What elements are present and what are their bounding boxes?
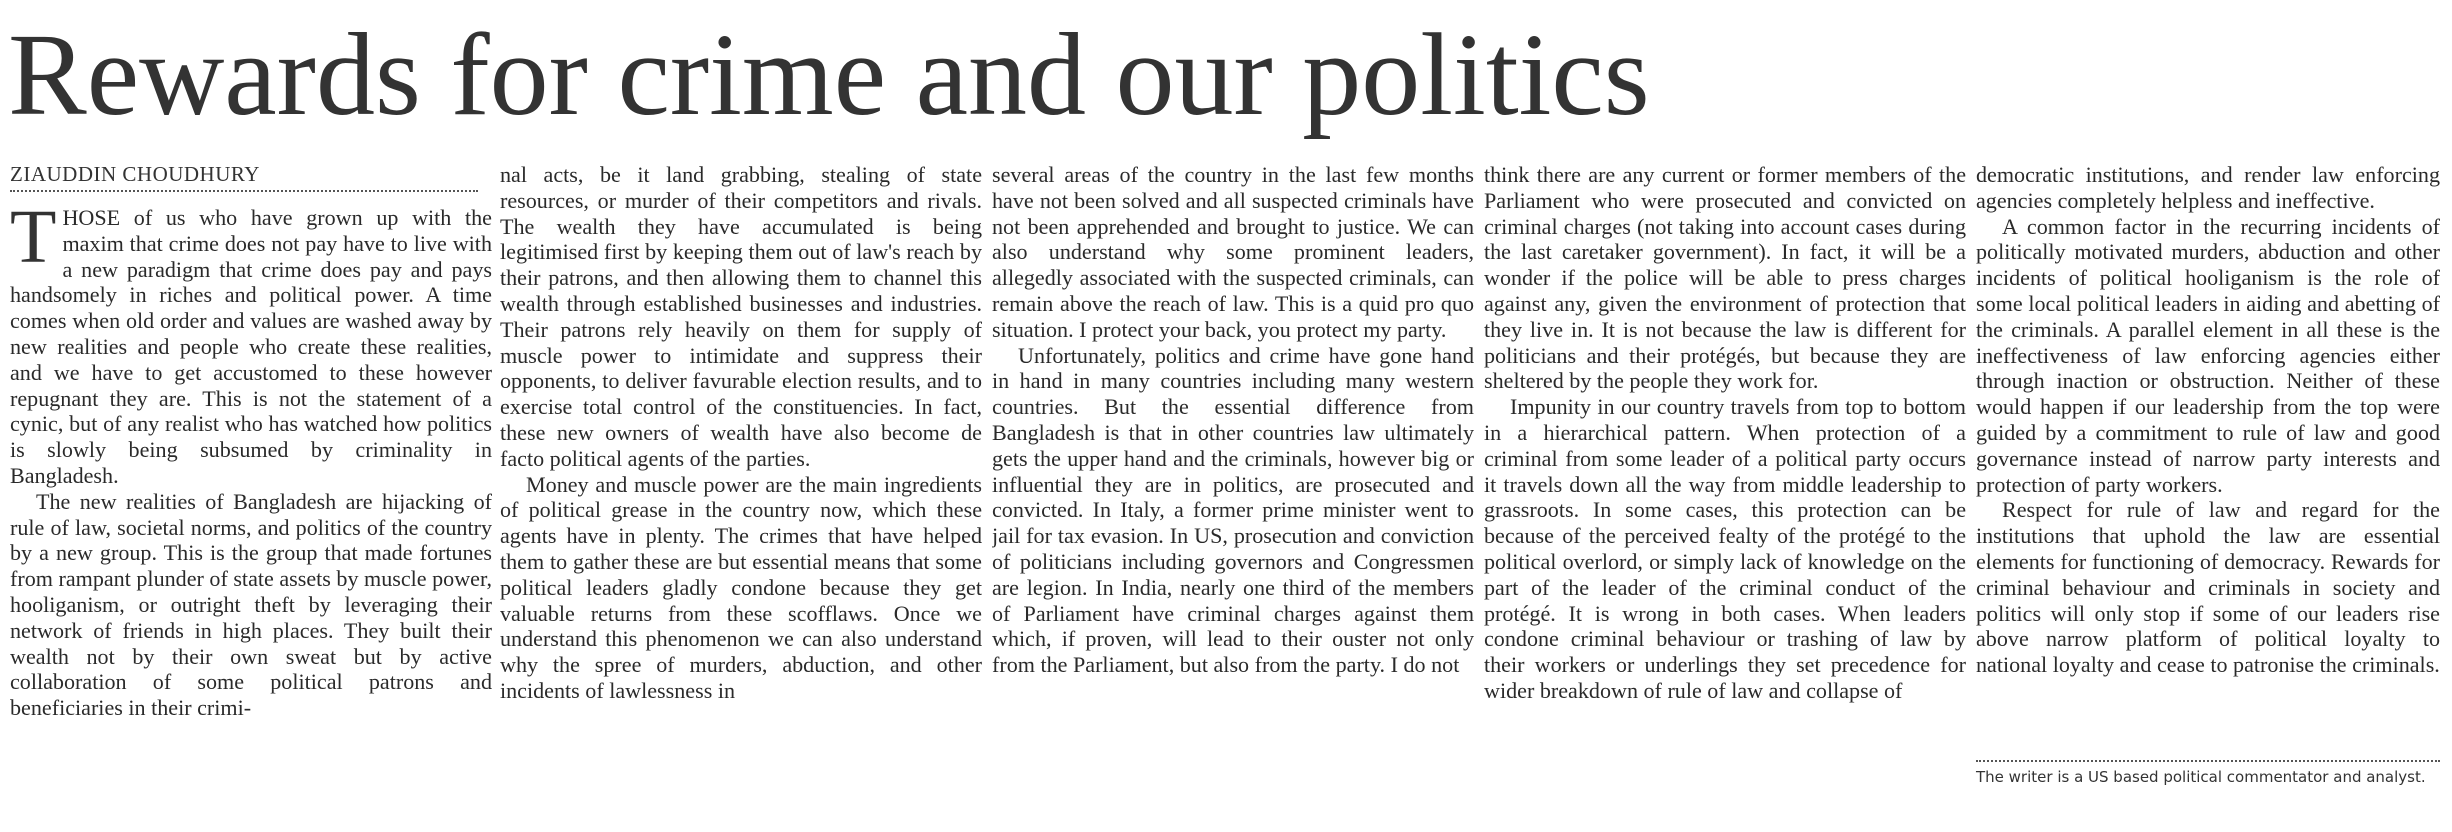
paragraph: think there are any current or former members of the Parliament who were prosecuted and convicted on criminal charges (not taking into account cases during the last caretaker government). In fact, it will be a wonder if the police will be able to press charges against any, given the environment of protection that they live in. It is not because the law is different for politicians and their protégés, but because they are sheltered by the people they work for. <box>1484 162 1966 394</box>
paragraph: Money and muscle power are the main ingredients of political grease in the country now, which these agents have in plenty. The crimes that have helped them to gather these are but essential means that some political leaders gladly condone because they get valuable returns from these scofflaws. Once we understand this phenomenon we can also understand why the spree of murders, abduction, and other incidents of lawlessness in <box>500 471 982 703</box>
drop-cap: T <box>10 205 57 279</box>
paragraph: Impunity in our country travels from top to bottom in a hierarchical pattern. When protection of a criminal from some leader of a political party occurs it travels down all the way from middle leadership to grassroots. In some cases, this protection can be because of the perceived fealty of the protégé to the political overlord, or simply lack of knowledge on the part of the leader of the criminal conduct of the protégé. It is wrong in both cases. When leaders condone criminal behaviour or trashing of law by their workers or underlings they set precedence for wider breakdown of rule of law and collapse of <box>1484 394 1966 703</box>
paragraph-text: HOSE of us who have grown up with the maxim that crime does not pay have to live with a new paradigm that crime does pay and pays handsomely in riches and political power. A time comes when old order and values are washed away by new realities and people who create these realities, and we have to get accustomed to these however repugnant they are. This is not the statement of a cynic, but of any realist who has watched how politics is slowly being subsumed by criminality in Bangladesh. <box>10 205 492 488</box>
paragraph: several areas of the country in the last few months have not been solved and all suspected criminals have not been apprehended and brought to justice. We can also understand why some prominent leaders, allegedly associated with the suspected criminals, can remain above the reach of law. This is a quid pro quo situation. I protect your back, you protect my party. <box>992 162 1474 342</box>
article-column-3 <box>992 162 1474 782</box>
paragraph: democratic institutions, and render law enforcing agencies completely helpless and ineffective. <box>1976 162 2440 213</box>
byline: ZIAUDDIN CHOUDHURY <box>10 162 478 192</box>
paragraph: A common factor in the recurring incidents of politically motivated murders, abduction and other incidents of political hooliganism is the role of some local political leaders in aiding and abetting of the criminals. A parallel element in all these is the ineffectiveness of law enforcing agencies either through inaction or obstruction. Neither of these would happen if our leadership from the top were guided by a commitment to rule of law and good governance instead of narrow party interests and protection of party workers. <box>1976 213 2440 497</box>
article-column-5 <box>1976 162 2440 782</box>
paragraph: The new realities of Bangladesh are hijacking of rule of law, societal norms, and politics of the country by a new group. This is the group that made fortunes from rampant plunder of state assets by muscle power, hooliganism, or outright theft by leveraging their network of friends in high places. They built their wealth not by their own sweat but by active collaboration of some political patrons and beneficiaries in their crimi- <box>10 488 492 721</box>
article-column-4 <box>1484 162 1966 782</box>
article-column-1 <box>10 205 492 785</box>
paragraph: Respect for rule of law and regard for the institutions that uphold the law are essential elements for functioning of democracy. Rewards for criminal behaviour and criminals in society and politics will only stop if some of our leaders rise above narrow platform of political loyalty to national loyalty and cease to patronise the criminals. <box>1976 497 2440 678</box>
paragraph <box>10 205 492 489</box>
headline: Rewards for crime and our politics <box>8 9 1650 140</box>
article-column-2 <box>500 162 982 782</box>
paragraph: nal acts, be it land grabbing, stealing of state resources, or murder of their competitors and rivals. The wealth they have accumulated is being legitimised first by keeping them out of law's reach by their patrons, and then allowing them to channel this wealth through established businesses and industries. Their patrons rely heavily on them for supply of muscle power to intimidate and suppress their opponents, to deliver favurable election results, and to exercise total control of the constituencies. In fact, these new owners of wealth have also become de facto political agents of the parties. <box>500 162 982 471</box>
paragraph: Unfortunately, politics and crime have gone hand in hand in many countries including many western countries. But the essential difference from Bangladesh is that in other countries law ultimately gets the upper hand and the criminals, however big or influential they are in politics, are prosecuted and convicted. In Italy, a former prime minister went to jail for tax evasion. In US, prosecution and conviction of politicians including governors and Congressmen are legion. In India, nearly one third of the members of Parliament have criminal charges against them which, if proven, will lead to their ouster not only from the Parliament, but also from the party. I do not <box>992 342 1474 678</box>
author-note: The writer is a US based political commentator and analyst. <box>1976 760 2440 786</box>
